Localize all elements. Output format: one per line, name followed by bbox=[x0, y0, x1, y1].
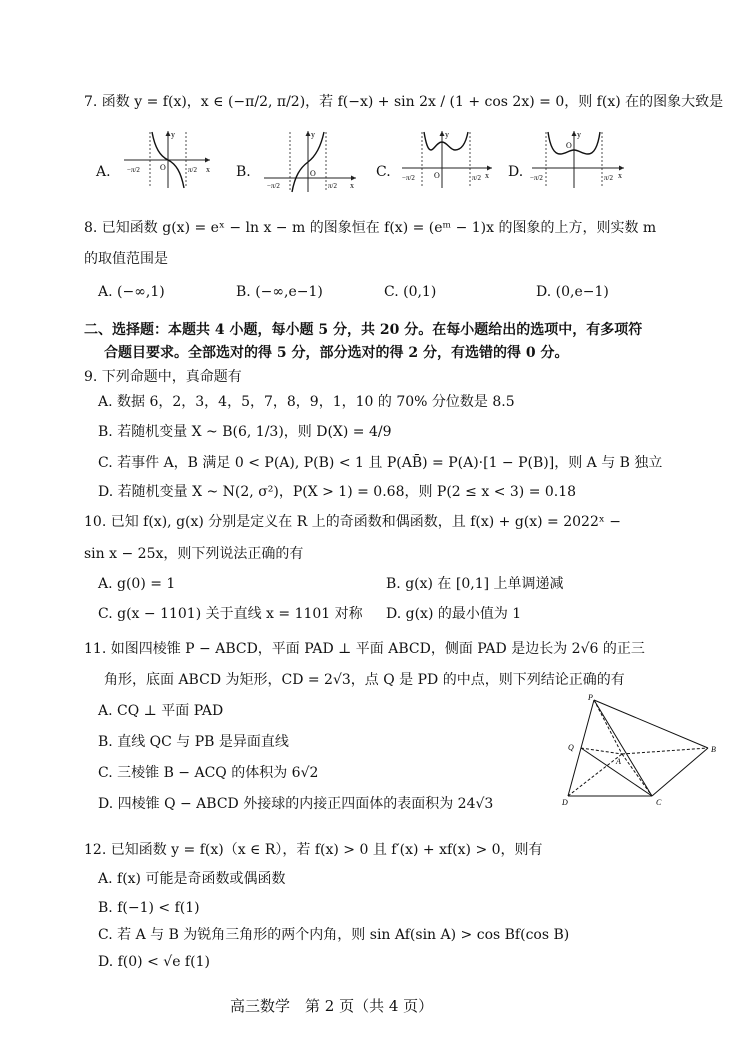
q7-stem: 7. 函数 y = f(x)，x ∈ (−π/2, π/2)，若 f(−x) + sin 2x / (1 + cos 2x) = 0，则 f(x) 在的图象大致是 bbox=[84, 94, 724, 110]
q12-option-a: A. f(x) 可能是奇函数或偶函数 bbox=[98, 871, 286, 887]
q10-option-b: B. g(x) 在 [0,1] 上单调递减 bbox=[386, 576, 564, 592]
q11-label-p: P bbox=[588, 693, 593, 702]
q7b-axis-y: y bbox=[311, 130, 315, 139]
q8-option-d: D. (0,e−1) bbox=[536, 284, 609, 300]
q7-graph-b bbox=[262, 128, 362, 194]
q7-graph-d bbox=[530, 128, 630, 190]
q8-option-b: B. (−∞,e−1) bbox=[236, 284, 323, 300]
q11-label-c: C bbox=[656, 798, 662, 807]
section2-heading-line1: 二、选择题：本题共 4 小题，每小题 5 分，共 20 分。在每小题给出的选项中，有多项符 bbox=[84, 322, 643, 338]
q9-stem: 9. 下列命题中，真命题有 bbox=[84, 369, 242, 385]
q11-option-a: A. CQ ⊥ 平面 PAD bbox=[98, 703, 224, 719]
q8-option-a: A. (−∞,1) bbox=[98, 284, 165, 300]
q12-option-c: C. 若 A 与 B 为锐角三角形的两个内角，则 sin Af(sin A) > cos Bf(cos B) bbox=[98, 927, 570, 943]
q7a-left-tick: −π/2 bbox=[127, 166, 140, 174]
q7-option-d-letter: D. bbox=[508, 164, 524, 180]
q8-line2: 的取值范围是 bbox=[84, 251, 168, 267]
q9-option-c: C. 若事件 A，B 满足 0 < P(A), P(B) < 1 且 P(AB̄) = P(A)·[1 − P(B)]，则 A 与 B 独立 bbox=[98, 455, 663, 471]
q12-line1: 12. 已知函数 y = f(x)（x ∈ R），若 f(x) > 0 且 f′(x) + xf(x) > 0，则有 bbox=[84, 842, 543, 858]
q7a-origin: O bbox=[160, 163, 166, 172]
q7c-origin: O bbox=[434, 171, 440, 180]
q7c-left-tick: −π/2 bbox=[402, 174, 415, 182]
q11-label-q: Q bbox=[568, 743, 574, 752]
section2-heading-line2: 合题目要求。全部选对的得 5 分，部分选对的得 2 分，有选错的得 0 分。 bbox=[104, 345, 569, 361]
q11-option-d: D. 四棱锥 Q − ABCD 外接球的内接正四面体的表面积为 24√3 bbox=[98, 796, 494, 812]
q7-option-a-letter: A. bbox=[96, 164, 111, 180]
q7c-axis-x: x bbox=[485, 171, 489, 180]
q12-option-d: D. f(0) < √e f(1) bbox=[98, 954, 210, 970]
q11-option-c: C. 三棱锥 B − ACQ 的体积为 6√2 bbox=[98, 765, 319, 781]
q7d-right-tick: π/2 bbox=[604, 174, 613, 182]
q7c-axis-y: y bbox=[445, 130, 449, 139]
page-footer: 高三数学 第 2 页（共 4 页） bbox=[230, 997, 434, 1015]
q7c-right-tick: π/2 bbox=[472, 174, 481, 182]
q7d-left-tick: −π/2 bbox=[530, 174, 543, 182]
q11-line1: 11. 如图四棱锥 P − ABCD，平面 PAD ⊥ 平面 ABCD，侧面 PAD 是边长为 2√6 的正三 bbox=[84, 641, 645, 657]
q11-label-a: A bbox=[616, 757, 621, 766]
q7d-axis-x: x bbox=[618, 171, 622, 180]
q9-option-a: A. 数据 6，2，3，4，5，7，8，9，1，10 的 70% 分位数是 8.5 bbox=[98, 394, 515, 410]
q7-option-c-letter: C. bbox=[376, 164, 391, 180]
q8-line1: 8. 已知函数 g(x) = eˣ − ln x − m 的图象恒在 f(x) = (eᵐ − 1)x 的图象的上方，则实数 m bbox=[84, 220, 657, 236]
q11-label-b: B bbox=[711, 745, 716, 754]
q7b-axis-x: x bbox=[350, 181, 354, 190]
q7b-right-tick: π/2 bbox=[328, 182, 337, 190]
q12-option-b: B. f(−1) < f(1) bbox=[98, 900, 200, 916]
q7a-axis-x: x bbox=[206, 165, 210, 174]
q7b-origin: O bbox=[310, 169, 316, 178]
q11-label-d: D bbox=[562, 798, 568, 807]
q9-option-d: D. 若随机变量 X ~ N(2, σ²)，P(X > 1) = 0.68，则 P(2 ≤ x < 3) = 0.18 bbox=[98, 484, 577, 500]
q11-pyramid-figure bbox=[560, 692, 720, 810]
q7-graph-a bbox=[122, 128, 214, 190]
q10-option-a: A. g(0) = 1 bbox=[98, 576, 176, 592]
q7-graph-c bbox=[400, 128, 498, 190]
q11-option-b: B. 直线 QC 与 PB 是异面直线 bbox=[98, 734, 289, 750]
q9-option-b: B. 若随机变量 X ~ B(6, 1/3)，则 D(X) = 4/9 bbox=[98, 424, 392, 440]
q10-option-c: C. g(x − 1101) 关于直线 x = 1101 对称 bbox=[98, 606, 363, 622]
q10-line1: 10. 已知 f(x), g(x) 分别是定义在 R 上的奇函数和偶函数，且 f(x) + g(x) = 2022ˣ − bbox=[84, 514, 621, 530]
q7-option-b-letter: B. bbox=[236, 164, 251, 180]
q7d-axis-y: y bbox=[577, 130, 581, 139]
q10-option-d: D. g(x) 的最小值为 1 bbox=[386, 606, 522, 622]
q11-line2: 角形，底面 ABCD 为矩形，CD = 2√3，点 Q 是 PD 的中点，则下列结论正确的有 bbox=[104, 672, 625, 688]
q8-option-c: C. (0,1) bbox=[384, 284, 437, 300]
q7d-origin: O bbox=[566, 141, 572, 150]
q7a-right-tick: π/2 bbox=[188, 166, 197, 174]
q7a-axis-y: y bbox=[171, 130, 175, 139]
q10-line2: sin x − 25x，则下列说法正确的有 bbox=[84, 546, 304, 562]
q7b-left-tick: −π/2 bbox=[267, 182, 280, 190]
